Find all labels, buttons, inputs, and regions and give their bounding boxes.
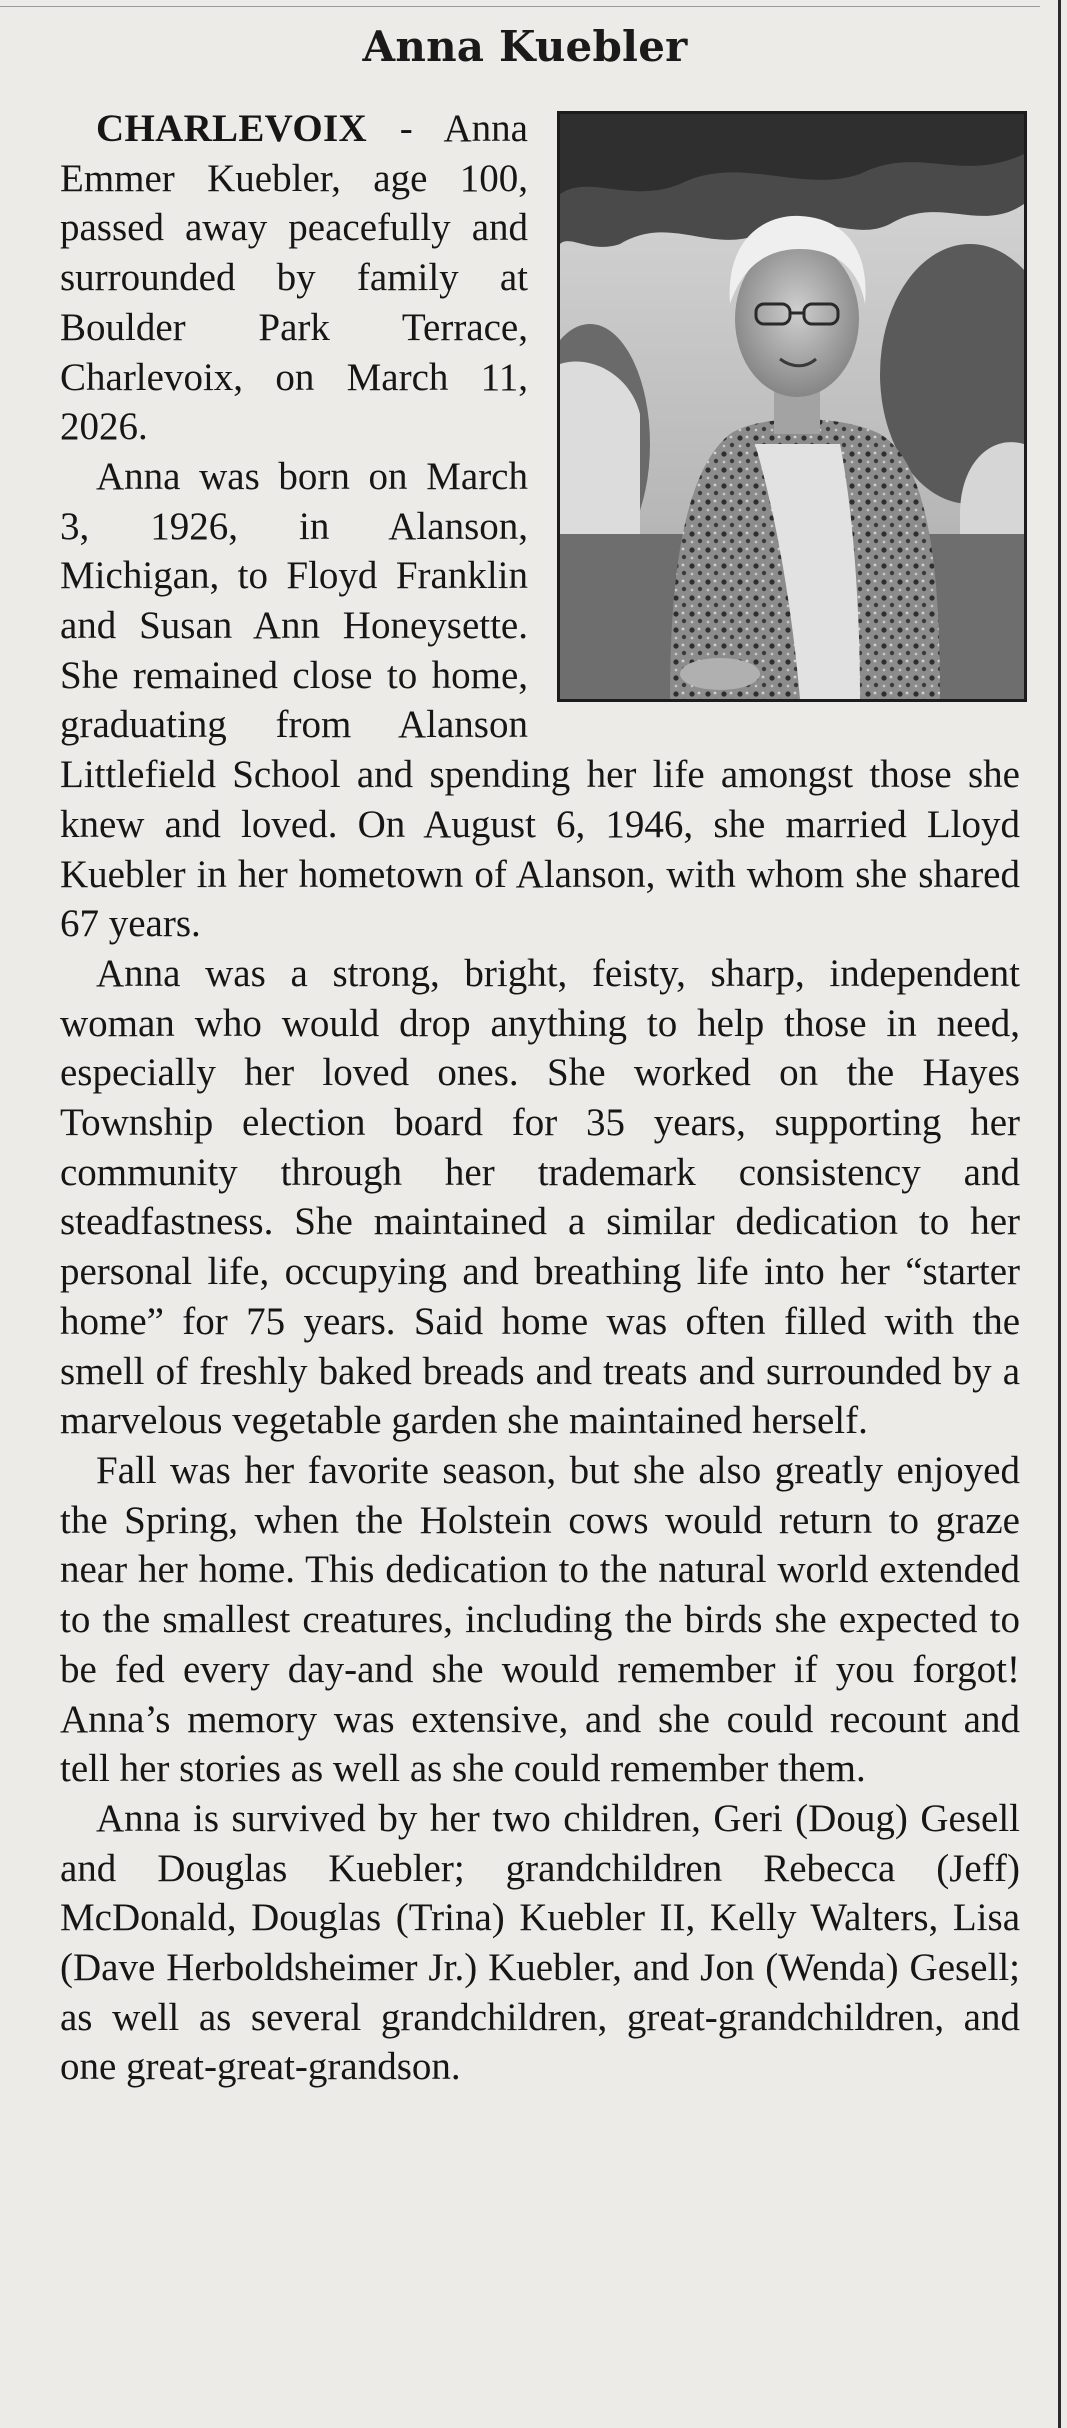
- obituary-body: [60, 104, 1020, 2092]
- obituary-headline: Anna Kuebler: [362, 22, 688, 71]
- dateline: CHARLEVOIX: [96, 107, 367, 150]
- paragraph-5: Anna is survived by her two children, Geri (Doug) Gesell and Douglas Kuebler; grandchildren Rebecca (Jeff) McDonald, Douglas (Trina) Kuebler II, Kelly Walters, Lisa (Dave Herboldsheimer Jr.) Kuebler, and Jon (Wenda) Gesell; as well as several grandchildren, great-grandchildren, and one great-great-grandson.: [60, 1796, 1020, 2089]
- paragraph-3: Anna was a strong, bright, feisty, sharp, independent woman who would drop anything to help those in need, especially her loved ones. She worked on the Hayes Township election board for 35 years, supporting her community through her trademark consistency and steadfastness. She maintained a similar dedication to her personal life, occupying and breathing life into her “starter home” for 75 years. Said home was often filled with the smell of freshly baked breads and treats and surrounded by a marvelous vegetable garden she maintained herself.: [60, 951, 1020, 1443]
- top-rule: [0, 6, 1040, 7]
- dateline-separator: -: [366, 107, 444, 150]
- column-rule: [1058, 0, 1061, 2428]
- paragraph-4: Fall was her favorite season, but she also greatly enjoyed the Spring, when the Holstein cows would return to graze near her home. This dedication to the natural world extended to the smallest creatures, including the birds she expected to be fed every day-and she would remember if you forgot! Anna’s memory was extensive, and she could recount and tell her stories as well as she could remember them.: [60, 1448, 1020, 1791]
- photo-spacer: [528, 104, 1020, 709]
- paragraph-2: Anna was born on March 3, 1926, in Alanson, Michigan, to Floyd Franklin and Susan Ann Honeysette. She remained close to home, graduating from Alanson Littlefield School and spending her life amongst those she knew and loved. On August 6, 1946, she married Lloyd Kuebler in her hometown of Alanson, with whom she shared 67 years.: [60, 454, 1020, 946]
- paragraph-1-text: Anna Emmer Kuebler, age 100, passed away peacefully and surrounded by family at Boulder Park Terrace, Charlevoix, on March 11, 2026.: [60, 107, 528, 449]
